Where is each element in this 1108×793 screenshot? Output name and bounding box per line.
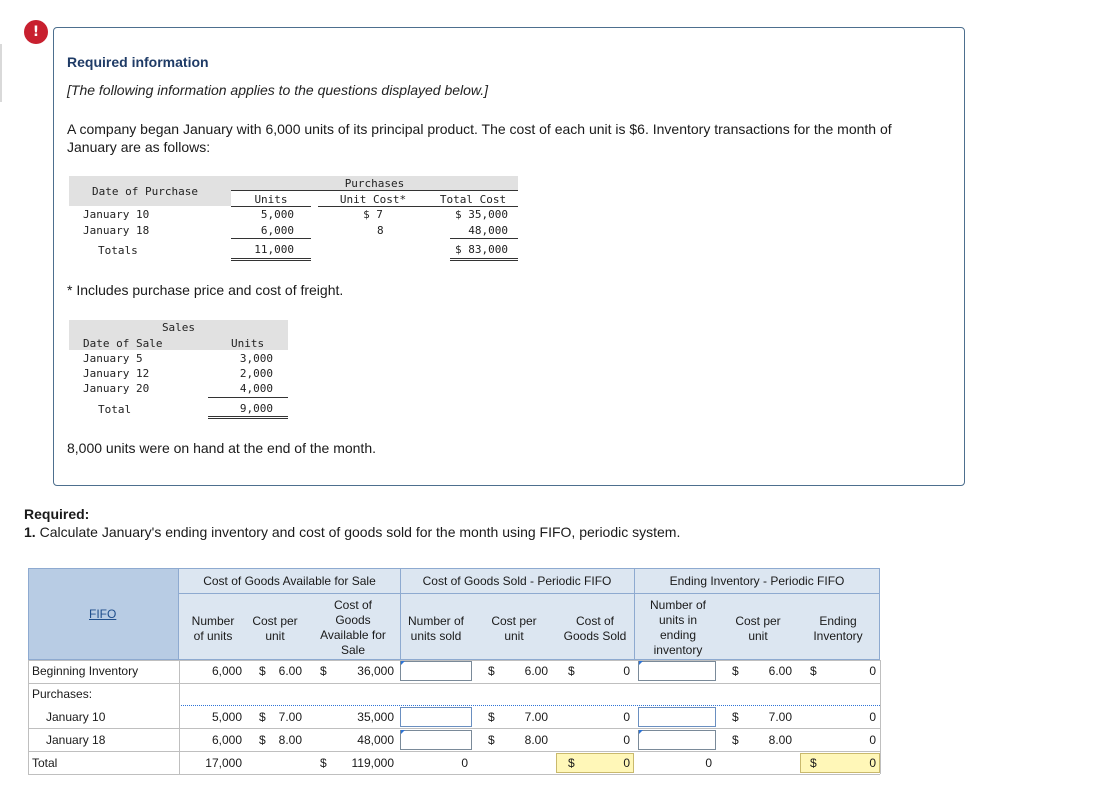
- unit-cost-header: Unit Cost*: [339, 193, 407, 206]
- jan18-cost-of-goods-sold: 0: [623, 733, 630, 747]
- total-cost-available: 119,000: [351, 756, 394, 770]
- beginning-units-sold-input[interactable]: [400, 661, 472, 681]
- col-cost-per-unit-line-1: Cost per: [252, 614, 298, 628]
- units-sum-rule: [231, 238, 311, 239]
- units-header-rule: [231, 206, 311, 207]
- row-label-purchases: Purchases:: [32, 687, 93, 701]
- total-ending-inventory: 0: [869, 756, 876, 770]
- col-rule-right: [880, 660, 881, 774]
- date-of-sale-header: Date of Sale: [83, 337, 163, 350]
- beginning-ei-total-dollar: $: [810, 664, 817, 678]
- sales-sum-rule: [208, 397, 288, 398]
- left-edge-divider: [0, 44, 2, 102]
- purchases-totals-cost: $ 83,000: [455, 243, 508, 256]
- beginning-available-dollar: $: [320, 664, 327, 678]
- col-cost-of-goods-sold-line-1: Cost of: [575, 614, 614, 628]
- problem-intro: A company began January with 6,000 units of its principal product. The cost of each unit is $6. Inventory transactions for the month of January are as follows:: [67, 121, 892, 155]
- jan18-units-ending-input[interactable]: [638, 730, 716, 750]
- purchase-total-cost-2: 48,000: [468, 224, 508, 237]
- jan18-ending-inventory: 0: [869, 733, 876, 747]
- col-ending-inventory: [800, 614, 876, 644]
- beginning-cost-available: 36,000: [357, 664, 394, 678]
- col-cost-of-goods-sold-line-2: Goods Sold: [563, 629, 627, 643]
- purchases-group-rule: [231, 190, 518, 191]
- col-cost-available-line-1: Cost of: [333, 598, 372, 612]
- jan18-cost-dollar: $: [259, 733, 266, 747]
- row-label-beginning-inventory: Beginning Inventory: [32, 664, 139, 678]
- beginning-units-ending-input[interactable]: [638, 661, 716, 681]
- purchase-date-2: January 18: [83, 224, 150, 237]
- jan10-ei-cost-per-unit: 7.00: [768, 710, 792, 724]
- input-marker: [401, 661, 405, 665]
- col-cost-available-line-2: Goods: [335, 613, 371, 627]
- jan10-ending-inventory: 0: [869, 710, 876, 724]
- col-units-in-ending-inventory: [640, 598, 716, 658]
- jan18-ei-cost-per-unit: 8.00: [768, 733, 792, 747]
- col-cost-per-unit-line-2: unit: [265, 629, 285, 643]
- alert-icon: !: [24, 20, 48, 44]
- group-header-rule: [179, 593, 880, 594]
- col-cogs-cost-per-unit: [480, 614, 548, 644]
- jan10-cogs-cost-per-unit: 7.00: [524, 710, 548, 724]
- row-rule-5: [28, 751, 880, 752]
- fifo-worksheet: [28, 568, 880, 776]
- col-cogs-cost-per-unit-line-2: unit: [504, 629, 524, 643]
- sale-units-3: 4,000: [239, 382, 273, 395]
- jan10-ei-dollar: $: [732, 710, 739, 724]
- beginning-cost-of-goods-sold: 0: [623, 664, 630, 678]
- col-ei-cost-per-unit: [724, 614, 792, 644]
- row-rule-bottom: [28, 774, 880, 775]
- cost-total-double-rule-a: [450, 258, 518, 259]
- col-units-sold-line-1: Number of: [407, 614, 465, 628]
- jan10-cogs-dollar: $: [488, 710, 495, 724]
- sales-total-double-rule-a: [208, 416, 288, 417]
- jan18-units: 6,000: [211, 733, 242, 747]
- sale-date-2: January 12: [83, 367, 150, 380]
- col-ei-cost-per-unit-line-1: Cost per: [735, 614, 781, 628]
- col-units-ending-line-4: inventory: [653, 643, 703, 657]
- jan18-units-sold-input[interactable]: [400, 730, 472, 750]
- total-ei-dollar: $: [810, 756, 817, 770]
- group-goods-available: Cost of Goods Available for Sale: [203, 574, 376, 588]
- total-available-dollar: $: [320, 756, 327, 770]
- units-on-hand-note: 8,000 units were on hand at the end of the month.: [67, 440, 376, 456]
- col-cost-of-goods-sold: [556, 614, 634, 644]
- purchase-units-1: 5,000: [260, 208, 294, 221]
- input-marker: [639, 730, 643, 734]
- purchases-totals-units: 11,000: [254, 243, 294, 256]
- group-cost-of-goods-sold: Cost of Goods Sold - Periodic FIFO: [422, 574, 612, 588]
- col-rule-left: [28, 660, 29, 774]
- question-number: 1.: [24, 524, 36, 540]
- purchases-group-header: Purchases: [344, 177, 405, 190]
- jan10-cost-dollar: $: [259, 710, 266, 724]
- col-ending-inventory-line-2: Inventory: [813, 629, 863, 643]
- jan10-cost-per-unit: 7.00: [278, 710, 302, 724]
- purchases-totals-label: Totals: [98, 244, 138, 257]
- input-marker: [639, 661, 643, 665]
- jan18-ei-dollar: $: [732, 733, 739, 747]
- total-cost-of-goods-sold: 0: [623, 756, 630, 770]
- sale-units-1: 3,000: [239, 352, 273, 365]
- sales-total-double-rule-b: [208, 418, 288, 419]
- beginning-cost-per-unit: 6.00: [278, 664, 302, 678]
- purchases-units-header: Units: [254, 193, 288, 206]
- total-units-sold: 0: [461, 756, 468, 770]
- sale-date-1: January 5: [83, 352, 143, 365]
- beginning-cost-dollar: $: [259, 664, 266, 678]
- required-heading: Required:: [24, 506, 90, 522]
- row-label-total: Total: [32, 756, 58, 770]
- sales-total-units: 9,000: [239, 402, 273, 415]
- jan10-cost-available: 35,000: [357, 710, 394, 724]
- beginning-units: 6,000: [211, 664, 242, 678]
- jan10-units-ending-input[interactable]: [638, 707, 716, 727]
- purchase-unit-cost-1: $ 7: [363, 208, 383, 221]
- col-cost-available-line-3: Available for: [320, 628, 386, 642]
- col-cost-per-unit: [246, 614, 304, 644]
- beginning-cogs-total-dollar: $: [568, 664, 575, 678]
- col-number-of-units: [184, 614, 242, 644]
- col-cogs-cost-per-unit-line-1: Cost per: [491, 614, 537, 628]
- fifo-link[interactable]: FIFO: [89, 607, 117, 621]
- panel-title: Required information: [67, 54, 209, 70]
- beginning-ending-inventory: 0: [869, 664, 876, 678]
- row-label-january-18: January 18: [46, 733, 106, 747]
- col-number-of-units-line-2: of units: [193, 629, 233, 643]
- purchases-footnote: * Includes purchase price and cost of freight.: [67, 282, 344, 298]
- jan18-cost-per-unit: 8.00: [278, 733, 302, 747]
- col-units-sold: [400, 614, 472, 644]
- jan18-cogs-dollar: $: [488, 733, 495, 747]
- col-units-ending-line-3: ending: [659, 628, 697, 642]
- cost-sum-rule: [450, 238, 518, 239]
- beginning-cogs-dollar: $: [488, 664, 495, 678]
- required-question: [24, 524, 680, 540]
- total-units-ending: 0: [705, 756, 712, 770]
- jan18-cogs-cost-per-unit: 8.00: [524, 733, 548, 747]
- col-cost-available-line-4: Sale: [340, 643, 366, 657]
- jan10-units: 5,000: [211, 710, 242, 724]
- fifo-header-cell: [28, 568, 179, 660]
- panel-note: [The following information applies to the questions displayed below.]: [67, 82, 489, 98]
- group-separator-2: [634, 568, 635, 660]
- col-cost-available-for-sale: [310, 598, 396, 658]
- units-total-double-rule-a: [231, 258, 311, 259]
- jan10-units-sold-input[interactable]: [400, 707, 472, 727]
- units-total-double-rule-b: [231, 260, 311, 261]
- beginning-ei-cost-per-unit: 6.00: [768, 664, 792, 678]
- unit-cost-header-rule: [318, 206, 428, 207]
- total-units: 17,000: [205, 756, 242, 770]
- col-units-sold-line-2: units sold: [410, 629, 462, 643]
- total-cogs-dollar: $: [568, 756, 575, 770]
- row-label-january-10: January 10: [46, 710, 106, 724]
- row-rule-2: [28, 683, 880, 684]
- group-ending-inventory: Ending Inventory - Periodic FIFO: [669, 574, 845, 588]
- total-cost-header: Total Cost: [439, 193, 507, 206]
- col-ei-cost-per-unit-line-2: unit: [748, 629, 768, 643]
- input-marker: [401, 730, 405, 734]
- jan18-cost-available: 48,000: [357, 733, 394, 747]
- beginning-cogs-cost-per-unit: 6.00: [524, 664, 548, 678]
- purchase-total-cost-1: $ 35,000: [455, 208, 508, 221]
- jan10-cost-of-goods-sold: 0: [623, 710, 630, 724]
- row-rule-3: [179, 705, 880, 706]
- sales-units-header: Units: [231, 337, 265, 350]
- sale-units-2: 2,000: [239, 367, 273, 380]
- purchase-unit-cost-2: 8: [377, 224, 384, 237]
- col-number-of-units-line-1: Number: [191, 614, 235, 628]
- col-ending-inventory-line-1: Ending: [819, 614, 857, 628]
- date-of-purchase-header: Date of Purchase: [92, 185, 198, 198]
- purchase-units-2: 6,000: [260, 224, 294, 237]
- question-text: Calculate January's ending inventory and cost of goods sold for the month using FIFO, periodic system.: [39, 524, 681, 540]
- col-units-ending-line-2: units in: [658, 613, 698, 627]
- beginning-ei-dollar: $: [732, 664, 739, 678]
- sales-total-label: Total: [98, 403, 132, 416]
- total-cost-header-rule: [428, 206, 518, 207]
- row-rule-4: [28, 728, 880, 729]
- cost-total-double-rule-b: [450, 260, 518, 261]
- sale-date-3: January 20: [83, 382, 150, 395]
- col-rule-label: [179, 660, 180, 774]
- col-units-ending-line-1: Number of: [649, 598, 707, 612]
- sales-group-header: Sales: [161, 321, 196, 334]
- purchase-date-1: January 10: [83, 208, 150, 221]
